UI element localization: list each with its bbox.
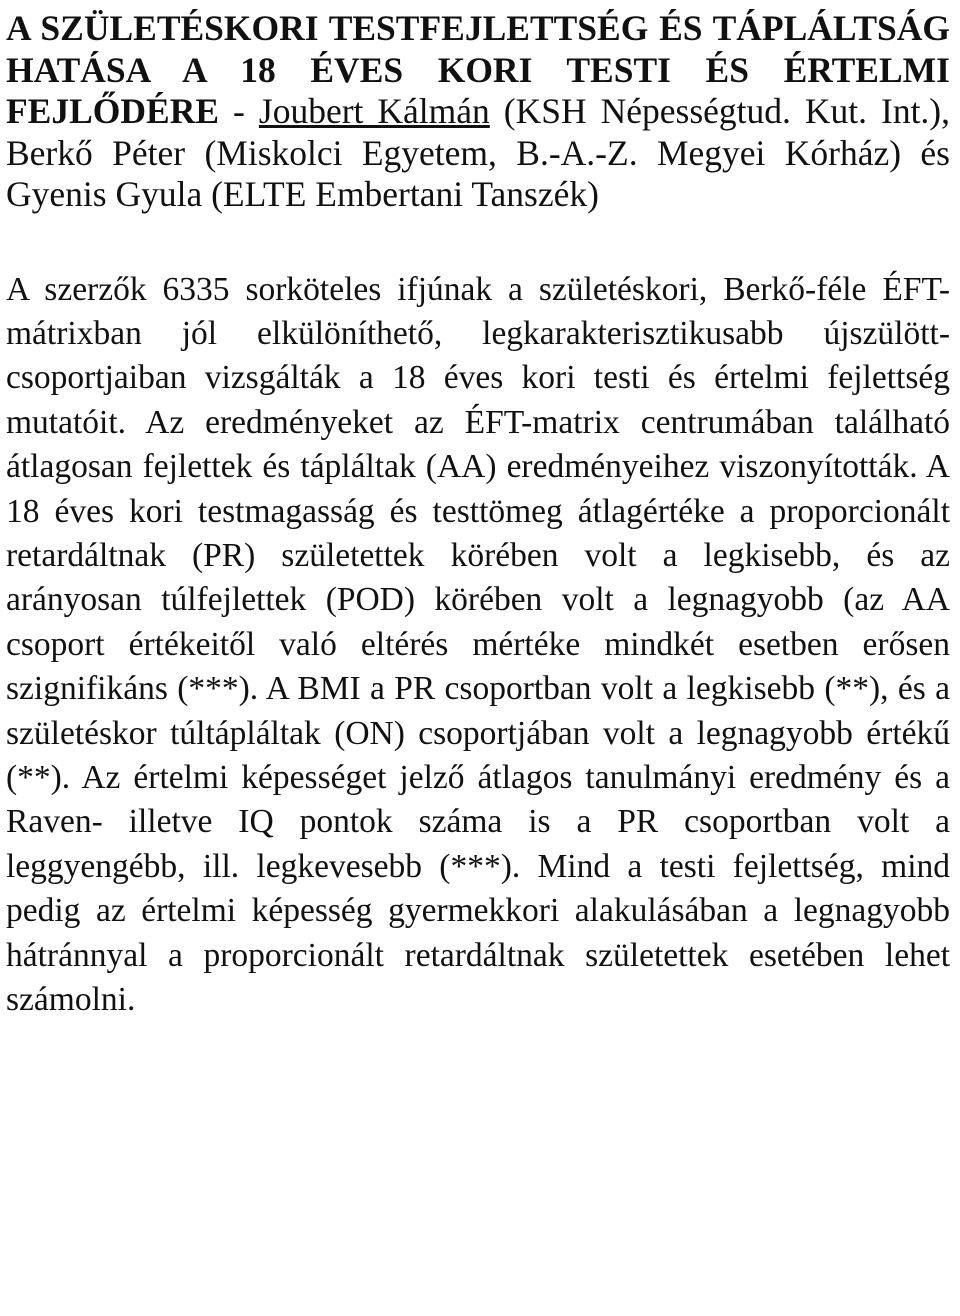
abstract-paragraph: A szerzők 6335 sorköteles ifjúnak a születéskori, Berkő-féle ÉFT-mátrixban jól elkülöníthető, legkarakterisztikusabb újszülött-csoportjaiban vizsgálták a 18 éves kori testi és értelmi fejlettség mutatóit. Az eredményeket az ÉFT-matrix centrumában található átlagosan fejlettek és tápláltak (AA) eredményeihez viszonyították. A 18 éves kori testmagasság és testtömeg átlagértéke a proporcionált retardáltnak (PR) születettek körében volt a legkisebb, és az arányosan túlfejlettek (POD) körében volt a legnagyobb (az AA csoport értékeitől való eltérés mértéke mindkét esetben erősen szignifikáns (***). A BMI a PR csoportban volt a legkisebb (**), és a születéskor túltápláltak (ON) csoportjában volt a legnagyobb értékű (**). Az értelmi képességet jelző átlagos tanulmányi eredmény és a Raven- illetve IQ pontok száma is a PR csoportban volt a leggyengébb, ill. legkevesebb (***). Mind a testi fejlettség, mind pedig az értelmi képesség gyermekkori alakulásában a legnagyobb hátránnyal a proporcionált retardáltnak születettek esetében lehet számolni. — [6, 270, 950, 1018]
article-header — [6, 8, 950, 216]
author-affiliations: (KSH Népességtud. Kut. Int.), Berkő Péter (Miskolci Egyetem, B.-A.-Z. Megyei Kórház) és Gyenis Gyula (ELTE Embertani Tanszék) — [6, 91, 951, 214]
document-page — [6, 8, 950, 1022]
title-author-separator: - — [219, 91, 259, 131]
article-title: A SZÜLETÉSKORI TESTFEJLETTSÉG ÉS TÁPLÁLTSÁG HATÁSA A 18 ÉVES KORI TESTI ÉS ÉRTELMI FEJLŐDÉRE — [6, 8, 950, 131]
first-author: Joubert Kálmán — [258, 91, 490, 131]
